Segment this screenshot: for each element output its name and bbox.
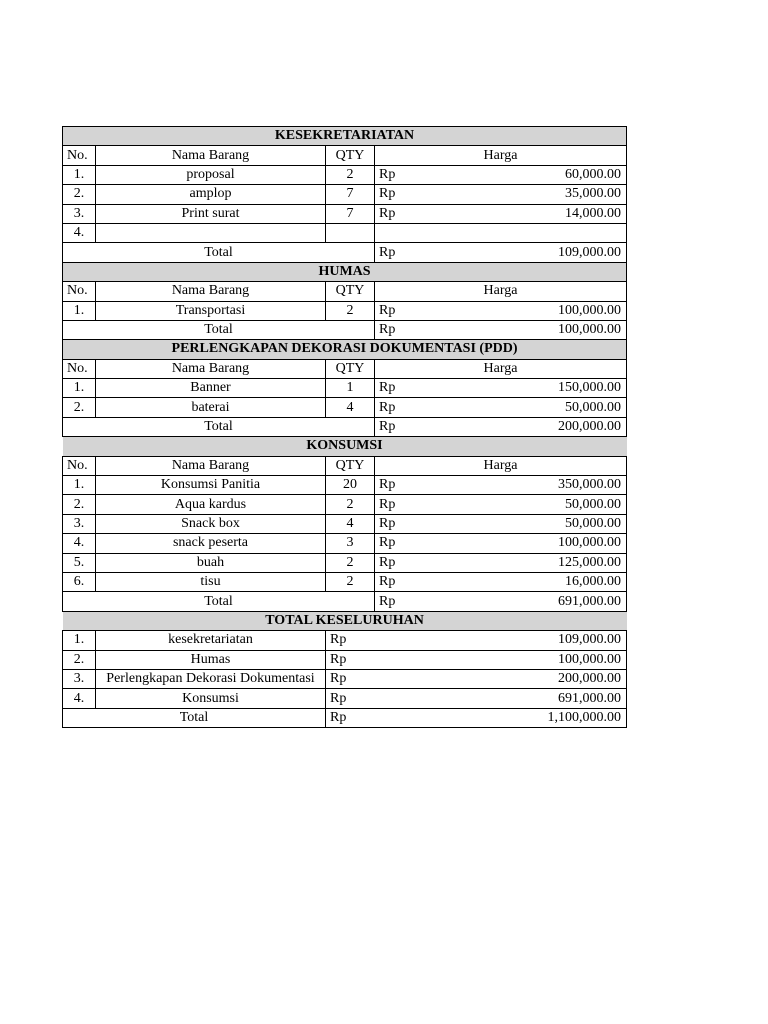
total-row (63, 417, 627, 436)
section-title: PERLENGKAPAN DEKORASI DOKUMENTASI (PDD) (63, 340, 627, 359)
row-no: 2. (63, 650, 96, 669)
total-currency: Rp (375, 243, 423, 262)
table-row (63, 495, 627, 514)
row-harga: 16,000.00 (423, 572, 627, 591)
row-harga (423, 223, 627, 242)
total-amount: 200,000.00 (423, 417, 627, 436)
row-kategori: Konsumsi (96, 689, 326, 708)
section-title: HUMAS (63, 262, 627, 281)
row-currency (375, 223, 423, 242)
header-nama-barang: Nama Barang (96, 282, 326, 301)
row-currency: Rp (375, 379, 423, 398)
total-currency: Rp (375, 417, 423, 436)
row-no: 3. (63, 514, 96, 533)
column-header-row (63, 146, 627, 165)
row-qty: 2 (326, 165, 375, 184)
row-qty: 2 (326, 301, 375, 320)
section-header-konsumsi (63, 437, 627, 456)
row-qty: 7 (326, 204, 375, 223)
table-row (63, 514, 627, 533)
row-currency: Rp (375, 185, 423, 204)
header-nama-barang: Nama Barang (96, 359, 326, 378)
row-harga: 691,000.00 (375, 689, 627, 708)
grand-total-label: Total (63, 708, 326, 727)
section-title: KESEKRETARIATAN (63, 127, 627, 146)
row-qty: 2 (326, 495, 375, 514)
row-harga: 100,000.00 (423, 534, 627, 553)
row-nama-barang: proposal (96, 165, 326, 184)
budget-sheet (62, 126, 627, 728)
row-nama-barang: Snack box (96, 514, 326, 533)
row-currency: Rp (326, 689, 375, 708)
table-row (63, 398, 627, 417)
table-row (63, 553, 627, 572)
summary-row (63, 631, 627, 650)
row-currency: Rp (375, 534, 423, 553)
total-amount: 109,000.00 (423, 243, 627, 262)
row-currency: Rp (375, 165, 423, 184)
row-harga: 50,000.00 (423, 514, 627, 533)
section-header-total-keseluruhan (63, 611, 627, 630)
row-kategori: Perlengkapan Dekorasi Dokumentasi (96, 669, 326, 688)
row-harga: 35,000.00 (423, 185, 627, 204)
row-nama-barang: Konsumsi Panitia (96, 476, 326, 495)
row-kategori: Humas (96, 650, 326, 669)
budget-table (62, 126, 627, 728)
section-title: TOTAL KESELURUHAN (63, 611, 627, 630)
row-currency: Rp (375, 476, 423, 495)
row-no: 1. (63, 165, 96, 184)
row-currency: Rp (375, 514, 423, 533)
table-row (63, 185, 627, 204)
row-harga: 100,000.00 (423, 301, 627, 320)
row-qty: 20 (326, 476, 375, 495)
row-no: 1. (63, 476, 96, 495)
table-row (63, 204, 627, 223)
table-row (63, 223, 627, 242)
row-qty: 7 (326, 185, 375, 204)
column-header-row (63, 359, 627, 378)
row-qty: 4 (326, 398, 375, 417)
row-currency: Rp (375, 572, 423, 591)
row-nama-barang: Banner (96, 379, 326, 398)
table-row (63, 476, 627, 495)
row-no: 5. (63, 553, 96, 572)
row-currency: Rp (326, 650, 375, 669)
row-nama-barang: Transportasi (96, 301, 326, 320)
row-no: 4. (63, 534, 96, 553)
total-amount: 100,000.00 (423, 320, 627, 339)
row-no: 3. (63, 204, 96, 223)
section-header-kesekretariatan (63, 127, 627, 146)
table-row (63, 572, 627, 591)
table-row (63, 301, 627, 320)
total-row (63, 243, 627, 262)
row-nama-barang: snack peserta (96, 534, 326, 553)
row-no: 4. (63, 223, 96, 242)
grand-total-currency: Rp (326, 708, 375, 727)
row-no: 2. (63, 185, 96, 204)
row-no: 2. (63, 495, 96, 514)
row-no: 1. (63, 379, 96, 398)
row-harga: 14,000.00 (423, 204, 627, 223)
row-harga: 50,000.00 (423, 495, 627, 514)
row-no: 3. (63, 669, 96, 688)
section-title: KONSUMSI (63, 437, 627, 456)
row-nama-barang: baterai (96, 398, 326, 417)
table-row (63, 534, 627, 553)
row-qty: 2 (326, 553, 375, 572)
header-harga: Harga (375, 282, 627, 301)
row-qty: 4 (326, 514, 375, 533)
row-qty: 3 (326, 534, 375, 553)
header-no: No. (63, 146, 96, 165)
total-row (63, 592, 627, 611)
row-harga: 109,000.00 (375, 631, 627, 650)
header-harga: Harga (375, 146, 627, 165)
row-no: 1. (63, 301, 96, 320)
row-harga: 125,000.00 (423, 553, 627, 572)
summary-row (63, 689, 627, 708)
column-header-row (63, 282, 627, 301)
row-nama-barang: Print surat (96, 204, 326, 223)
header-no: No. (63, 456, 96, 475)
row-nama-barang (96, 223, 326, 242)
row-harga: 350,000.00 (423, 476, 627, 495)
table-row (63, 379, 627, 398)
total-amount: 691,000.00 (423, 592, 627, 611)
row-harga: 50,000.00 (423, 398, 627, 417)
section-header-pdd (63, 340, 627, 359)
header-qty: QTY (326, 282, 375, 301)
row-no: 1. (63, 631, 96, 650)
row-nama-barang: amplop (96, 185, 326, 204)
total-label: Total (63, 592, 375, 611)
row-no: 2. (63, 398, 96, 417)
row-qty (326, 223, 375, 242)
row-currency: Rp (375, 301, 423, 320)
row-nama-barang: buah (96, 553, 326, 572)
row-currency: Rp (326, 669, 375, 688)
header-qty: QTY (326, 359, 375, 378)
row-qty: 1 (326, 379, 375, 398)
header-harga: Harga (375, 456, 627, 475)
row-currency: Rp (375, 398, 423, 417)
row-harga: 150,000.00 (423, 379, 627, 398)
row-currency: Rp (375, 204, 423, 223)
row-qty: 2 (326, 572, 375, 591)
row-currency: Rp (326, 631, 375, 650)
header-nama-barang: Nama Barang (96, 456, 326, 475)
row-harga: 60,000.00 (423, 165, 627, 184)
header-qty: QTY (326, 456, 375, 475)
row-no: 6. (63, 572, 96, 591)
header-qty: QTY (326, 146, 375, 165)
row-harga: 100,000.00 (375, 650, 627, 669)
row-currency: Rp (375, 553, 423, 572)
header-no: No. (63, 359, 96, 378)
row-kategori: kesekretariatan (96, 631, 326, 650)
header-no: No. (63, 282, 96, 301)
total-label: Total (63, 320, 375, 339)
row-harga: 200,000.00 (375, 669, 627, 688)
grand-total-row (63, 708, 627, 727)
row-no: 4. (63, 689, 96, 708)
section-header-humas (63, 262, 627, 281)
column-header-row (63, 456, 627, 475)
grand-total-amount: 1,100,000.00 (375, 708, 627, 727)
total-row (63, 320, 627, 339)
summary-row (63, 650, 627, 669)
total-currency: Rp (375, 592, 423, 611)
summary-row (63, 669, 627, 688)
row-nama-barang: Aqua kardus (96, 495, 326, 514)
total-currency: Rp (375, 320, 423, 339)
row-currency: Rp (375, 495, 423, 514)
header-nama-barang: Nama Barang (96, 146, 326, 165)
header-harga: Harga (375, 359, 627, 378)
total-label: Total (63, 417, 375, 436)
row-nama-barang: tisu (96, 572, 326, 591)
table-row (63, 165, 627, 184)
total-label: Total (63, 243, 375, 262)
